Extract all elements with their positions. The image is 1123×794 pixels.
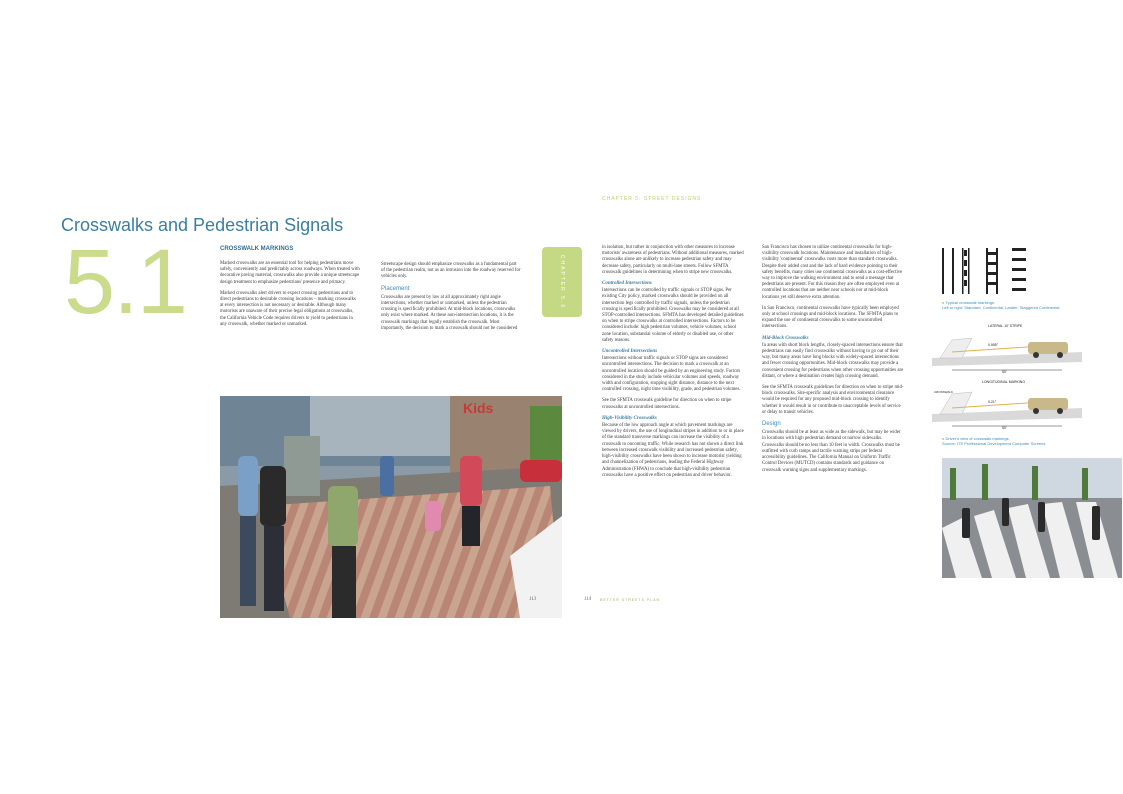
driver-view-diagrams — [932, 322, 1082, 434]
paragraph: Crosswalks should be at least as wide as the sidewalk, but may be wider in locations with high pedestrian demand or narrow sidewalks. Crosswalks should be no less than 10 feet in width. Crosswalks must be outfitted with curb ramps and tactile warning strips per federal accessibility guidelines. The California Manual on Uniform Traffic Control Devices (MUTCD) contains standards and guidance on crosswalk warning signs and supplementary markings. — [762, 430, 901, 473]
crosswalk-label: CROSSWALK — [934, 390, 954, 394]
street-crossing-photo — [220, 396, 562, 618]
paragraph: See the SFMTA crosswalk guideline for direction on when to stripe crosswalks at uncontrolled intersections. — [602, 398, 732, 410]
diagram-label: LATERAL 10' STRIPE — [988, 324, 1023, 328]
chapter-tab — [542, 247, 582, 317]
chapter-tab-label: CHAPTER 5.0 — [559, 254, 566, 310]
design-heading: Design — [762, 421, 781, 428]
paragraph: Intersections can be controlled by traffic signals or STOP signs. Per existing City policy, marked crosswalks should be provided on all intersection legs controlled by traffic signals, unless the pedestrian crossing is specifically prohibited. Crosswalks may be considered at all STOP-controlled intersections. SFMTA has developed detailed guidelines on when to stripe crosswalks at controlled intersections. Factors to be considered include: high pedestrian volumes, vehicle volumes, school zone location, substantial volume of elderly or disabled use, or other safety reasons. — [602, 288, 744, 343]
continental-crosswalk-photo — [942, 458, 1122, 578]
paragraph: In areas with short block lengths, closely-spaced intersections ensure that pedestrians can easily find crosswalks without having to go out of their way, but many areas have long blocks with widely-spaced intersections and fewer crossing opportunities. Mid-block crosswalks may provide a convenient crossing for pedestrians when other crossing opportunities are distant, or where a destination creates high crossing demand. — [762, 342, 904, 379]
paragraph: San Francisco has chosen to utilize continental crosswalks for high-visibility crosswalk locations. Maintenance and installation of high-visibility 'continental' crosswalks costs more than standard crosswalks. Despite their added cost and the lack of hard evidence pointing to their safety benefits, many cities use continental crosswalks as a cost-effective way to improve the walking environment and to send a message that pedestrians are present. For this reason they are often employed even at controlled locations that are neither near schools nor at mid-block locations yet still deserve extra attention. — [762, 245, 903, 300]
diagram-label: LONGITUDINAL MARKING — [982, 380, 1026, 384]
paragraph: Marked crosswalks are an essential tool for helping pedestrians move safely, conveniently and predictably across roadways. When treated with decorative paving material, crosswalks also provide a unique streetscape design treatment to emphasize pedestrians' presence and primacy. — [220, 261, 360, 285]
section-number: 5.1 — [64, 231, 186, 333]
distance-label: 50' — [1002, 426, 1007, 430]
uncontrolled-heading: Uncontrolled Intersections — [602, 349, 658, 355]
paragraph: Streetscape design should emphasize crosswalks as a fundamental part of the pedestrian realm, not as an intrusion into the roadway reserved for vehicles only. — [381, 262, 521, 280]
placement-heading: Placement — [381, 285, 410, 292]
paragraph: Intersections without traffic signals or STOP signs are considered uncontrolled intersections. The decision to mark a crosswalk at an uncontrolled location should be guided by an engineering study. Factors considered in the study include vehicular volumes and speeds, roadway width and configuration, stopping sight distance, distance to the next controlled crossing, night time visibility, grade, and pedestrian volumes. — [602, 356, 741, 393]
mid-block-heading: Mid-Block Crosswalks — [762, 335, 809, 341]
text-column-2 — [381, 262, 521, 337]
text-column-1 — [220, 261, 360, 333]
caption-title: Driver's view of crosswalk markings. — [945, 436, 1010, 441]
distance-label: 50' — [1002, 370, 1007, 374]
angle-label: 0.955° — [988, 343, 999, 347]
page-title: Crosswalks and Pedestrian Signals — [61, 215, 344, 235]
text-column-4 — [762, 245, 904, 479]
section-heading: CROSSWALK MARKINGS — [220, 246, 294, 252]
caption-subtitle: Source: ITE Professional Development Computer Screens — [942, 441, 1046, 446]
paragraph: in isolation, but rather in conjunction with other measures to increase motorists' awareness of pedestrians. Without additional measures, marked crosswalks alone are unlikely to increase pedestrian safety and may decrease safety, particularly on multi-lane streets. Follow SFMTA crosswalk guidelines in determining when to stripe new crosswalks. — [602, 245, 744, 275]
angle-label: 0.21° — [988, 400, 997, 404]
paragraph: See the SFMTA crosswalk guidelines for direction on when to stripe mid-block crosswalks. Site-specific analysis and environmental clearance would be required for any proposed mid-block crossing to identify whether it would result in or contribute to unacceptable levels of service or delay to transit vehicles. — [762, 385, 904, 415]
paragraph: Because of the low approach angle at which pavement markings are viewed by drivers, the use of longitudinal stripes in addition to or in place of the standard transverse markings can increase the visibility of a crosswalk to oncoming traffic. While research has not shown a direct link between increased crosswalk visibility and increased pedestrian safety, high-visibility crosswalks have been shown to increase motorist yielding and channelization of pedestrians, leading the Federal Highway Administration (FHWA) to conclude that high-visibility pedestrian crosswalks have a positive effect on pedestrian and driver behavior. — [602, 423, 744, 478]
paragraph: In San Francisco, continental crosswalks have typically been employed only at school crossings and mid-block locations. The SFMTA plans to expand the use of continental crosswalks to some uncontrolled intersections. — [762, 305, 899, 330]
caption-driver-view — [942, 436, 1112, 446]
caption-subtitle: Left to right: Standard, Continental, Ladder, Staggered Continental — [942, 305, 1060, 310]
crosswalk-types-illustration — [940, 246, 1030, 296]
text-column-3 — [602, 245, 744, 484]
controlled-heading: Controlled Intersections — [602, 281, 652, 287]
bullet-icon: ■ — [942, 300, 945, 305]
paragraph: Marked crosswalks alert drivers to expect crossing pedestrians and to direct pedestrians to desirable crossing locations – marking crosswalks at every intersection is not necessary or desirable. Although many motorists are unaware of their precise legal obligations at crosswalks, the California Vehicle Code requires drivers to yield to pedestrians in any crosswalk, whether marked or unmarked. — [220, 290, 356, 327]
page-number-left: 113 — [529, 597, 537, 602]
caption-title: Typical crosswalk markings. — [945, 300, 996, 305]
paragraph: Crosswalks are present by law at all approximately right angle intersections, whether marked or unmarked, unless the pedestrian crossing is specifically prohibited. At mid-block locations, crosswalks only exist where marked. At these non-intersection locations, it is the crosswalk markings that legally establish the crosswalk. Most importantly, the decision to mark a crosswalk should not be considered — [381, 294, 518, 331]
page-number-right: 114 — [584, 597, 592, 602]
bullet-icon: ■ — [942, 436, 945, 441]
chapter-header: CHAPTER 5: STREET DESIGNS — [602, 196, 702, 202]
footer-label: BETTER STREETS PLAN — [600, 598, 661, 602]
storefront-sign: Kids — [463, 400, 494, 416]
high-visibility-heading: High-Visibility Crosswalks — [602, 415, 657, 421]
caption-crosswalk-types — [942, 300, 1112, 310]
